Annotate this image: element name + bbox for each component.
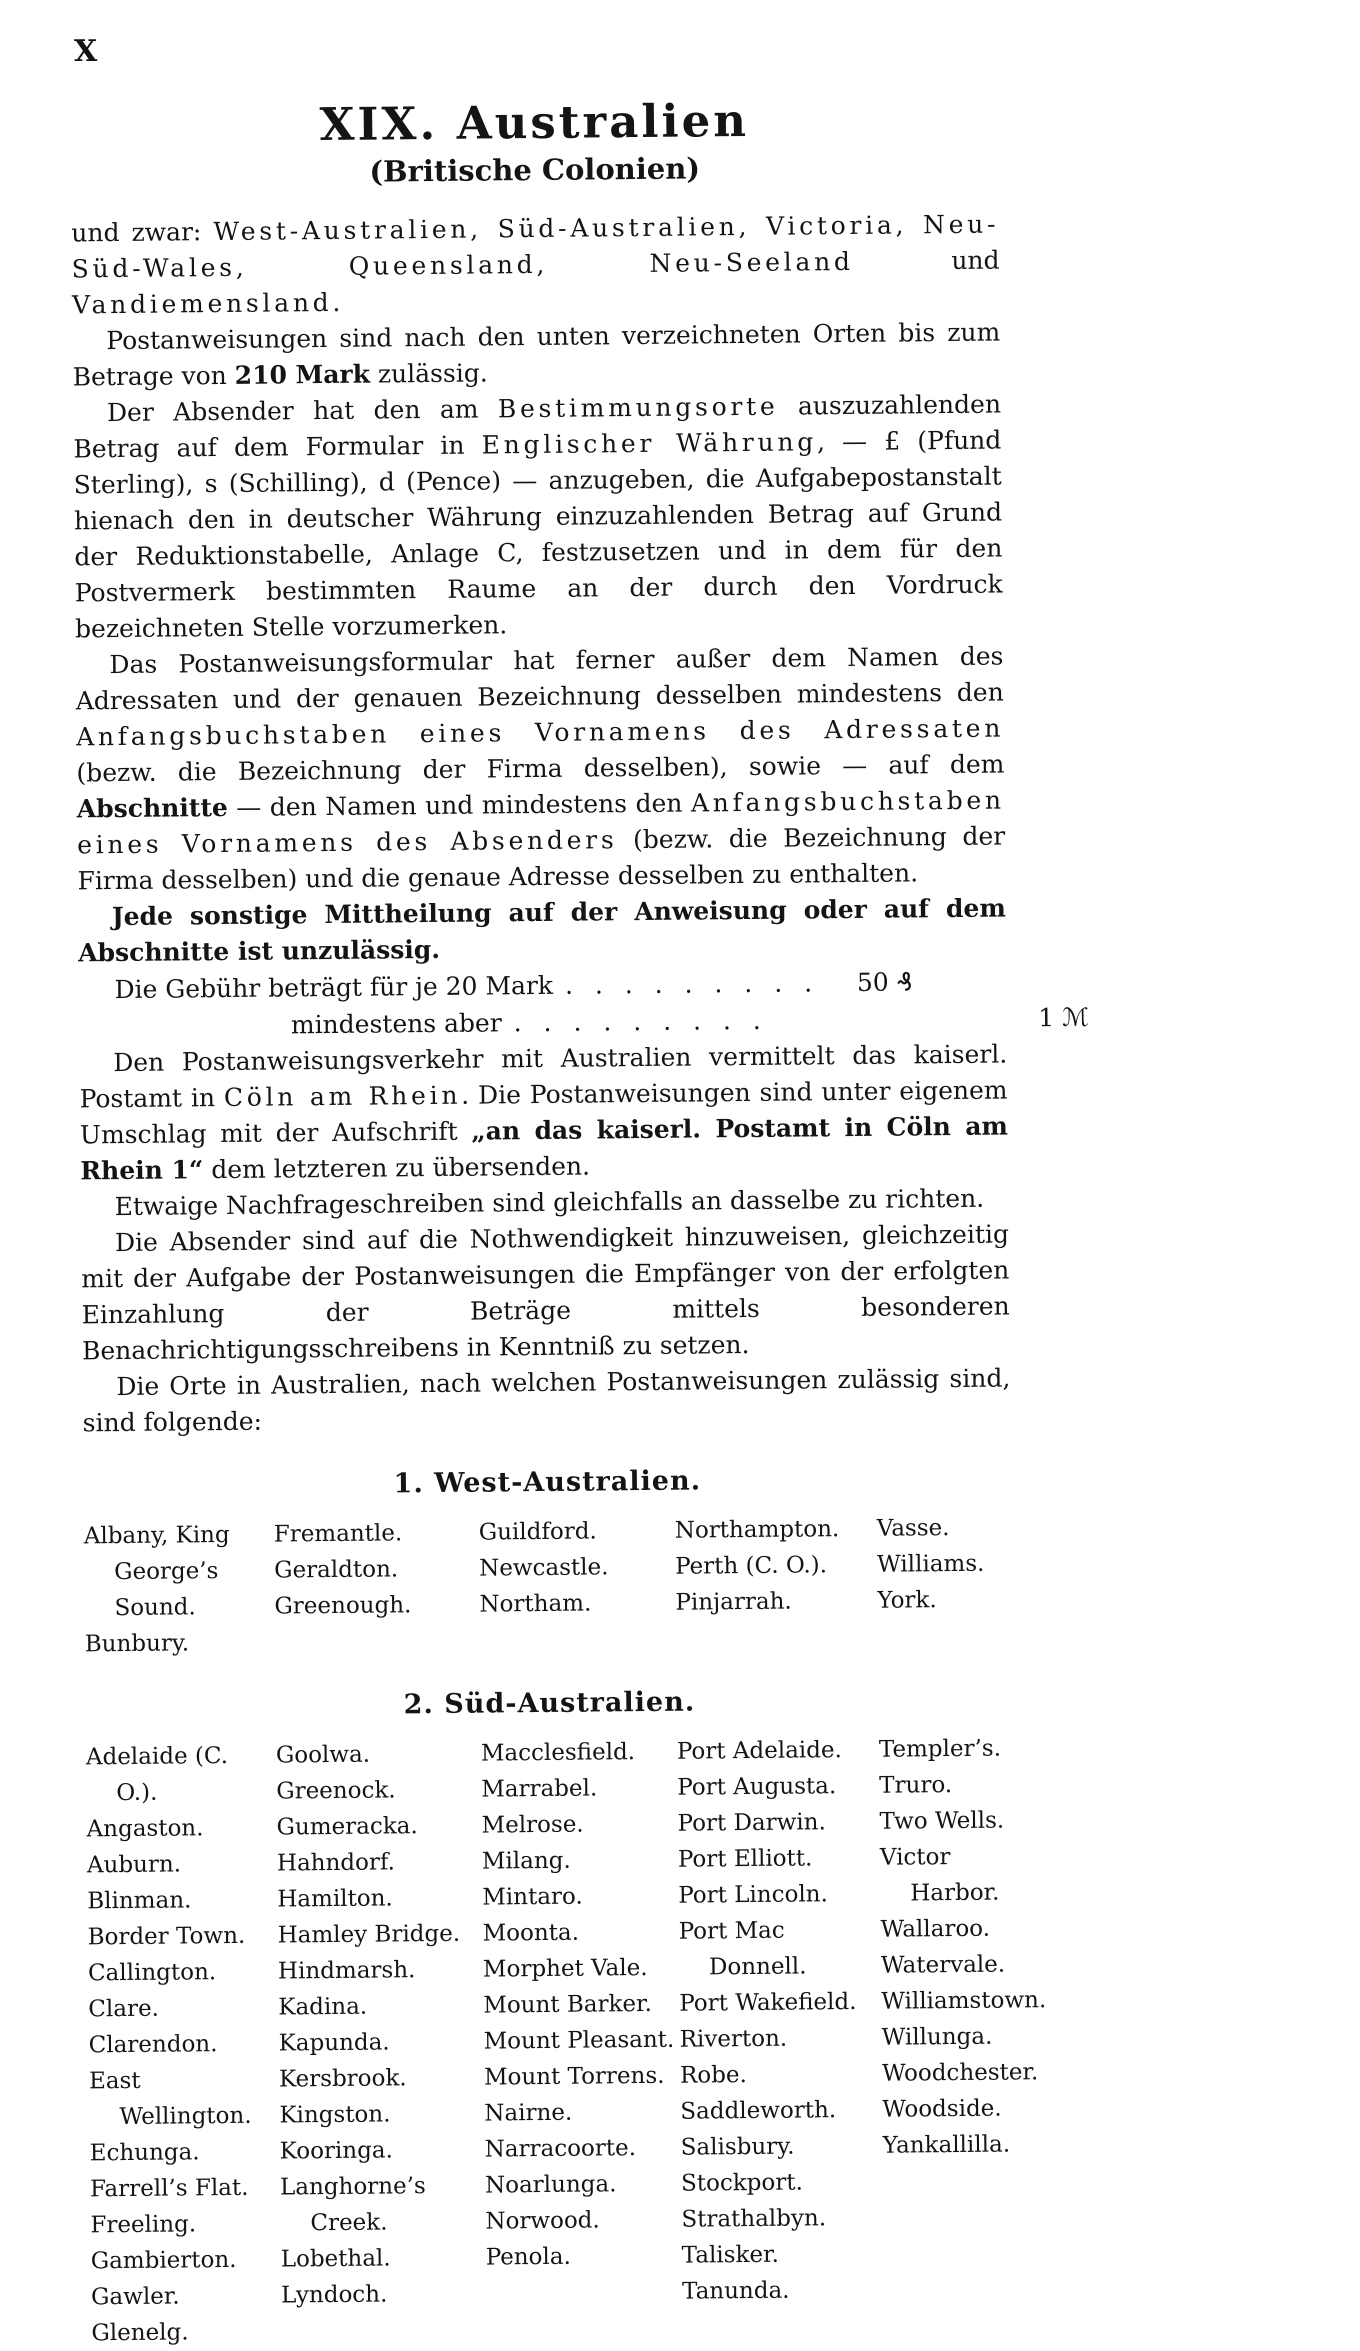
place-column-3	[481, 1734, 683, 2348]
text-segment: — den Namen und mindestens den	[227, 788, 692, 822]
paragraph-sender-currency	[73, 387, 1003, 648]
text-segment: West-Australien, Süd-Australien, Victoria, Neu-Süd-Wales, Queensland, Neu-Seeland	[71, 209, 1000, 284]
place-item: Gambierton.	[90, 2246, 237, 2275]
place-column-2	[274, 1515, 480, 1661]
place-item: Auburn.	[86, 1851, 182, 1879]
place-item: Perth (C. O.).	[674, 1552, 828, 1580]
text-segment: „an das kaiserl. Postamt in Cöln am Rhein 1“	[80, 1111, 1009, 1186]
place-item: York.	[877, 1587, 937, 1614]
text-segment: (bezw. die Bezeichnung der Firma desselben) und die genaue Adresse desselben zu enthalten.	[77, 821, 1006, 896]
paragraph-places-intro	[82, 1360, 1011, 1441]
text-segment: zulässig.	[369, 358, 488, 389]
place-item: Two Wells.	[879, 1807, 1005, 1835]
place-item: Lobethal.	[280, 2245, 391, 2273]
place-item: Northam.	[479, 1590, 592, 1618]
place-item: Guildford.	[478, 1518, 597, 1546]
place-item: Marrabel.	[481, 1775, 598, 1803]
place-item: Narracoorte.	[484, 2135, 637, 2163]
place-item: Goolwa.	[275, 1741, 371, 1769]
place-item: Farrell’s Flat.	[89, 2174, 249, 2203]
text-segment: dem letzteren zu übersenden.	[203, 1151, 591, 1185]
place-item: Morphet Vale.	[482, 1954, 648, 1983]
text-segment: (bezw. die Bezeichnung der Firma desselben), sowie — auf dem	[76, 749, 1005, 788]
page-subtitle: (Britische Colonien)	[369, 151, 701, 189]
place-item: Port Augusta.	[677, 1773, 837, 1801]
place-item: Noarlunga.	[484, 2171, 617, 2199]
place-item: Moonta.	[482, 1919, 580, 1947]
place-item: Gawler.	[90, 2283, 180, 2311]
text-segment: Anfangsbuchstaben eines Vornamens des Absenders	[77, 785, 1005, 860]
place-item: Glenelg.	[91, 2319, 189, 2347]
text-segment: und	[853, 245, 1000, 276]
place-item: Border Town.	[87, 1922, 246, 1951]
place-item: Gumeracka.	[276, 1813, 418, 1841]
section-west-australien	[83, 1462, 1013, 1662]
place-item: Geraldton.	[274, 1556, 399, 1584]
text-segment: Den Postanweisungsverkehr mit Australien vermittelt das kaiserl. Postamt in	[79, 1039, 1008, 1114]
place-item: Melrose.	[481, 1811, 584, 1839]
place-item: Talisker.	[681, 2241, 779, 2269]
place-item: Lyndoch.	[280, 2281, 388, 2309]
place-item: Fremantle.	[273, 1520, 403, 1548]
place-item: Yankallilla.	[882, 2131, 1011, 2159]
fee-label: mindestens aber	[290, 1008, 502, 1040]
text-segment: Anfangsbuchstaben eines Vornamens des Adressaten	[75, 713, 1005, 752]
place-item: Port Lincoln.	[678, 1881, 828, 1909]
place-item: Port Adelaide.	[676, 1737, 842, 1765]
paragraph-no-other-messages	[78, 891, 1007, 972]
paragraph-amount-limit	[72, 315, 1001, 396]
place-item: Angaston.	[86, 1815, 204, 1843]
place-column-1	[84, 1517, 275, 1663]
place-item: Strathalbyn.	[681, 2205, 827, 2233]
place-column-5	[879, 1730, 1050, 2344]
place-item: Victor Harbor.	[879, 1844, 1000, 1907]
place-item: Mintaro.	[482, 1883, 583, 1911]
place-item: Williams.	[876, 1550, 985, 1578]
place-item: Kadina.	[278, 1993, 368, 2021]
text-segment: Die Absender sind auf die Nothwendigkeit hinzuweisen, gleichzeitig mit der Aufgabe der Postanweisungen die Empfänger von der erfolgten Einzahlung der Beträge mittels besonderen Benachrichtigungsschreibens in Kenntniß zu setzen.	[81, 1219, 1010, 1366]
fee-dots-leader: . . . . . . . . .	[513, 1005, 768, 1038]
section-heading-west-australien: 1. West-Australien.	[393, 1465, 702, 1500]
page-title: XIX. Australien	[319, 93, 750, 152]
place-item: Port Mac Donnell.	[678, 1917, 807, 1981]
place-column-1	[86, 1738, 282, 2351]
place-item: Robe.	[679, 2062, 747, 2089]
text-segment: , — £ (Pfund Sterling), s (Schilling), d (Pence) — anzugeben, die Aufgabepostanstalt hienach den in deutscher Währung einzuzahlenden Betrag auf Grund der Reduktionstabelle, Anlage C, festzusetzen und in dem für den Postvermerk bestimmten Raume an der durch den Vordruck bezeichneten Stelle vorzumerken.	[73, 425, 1003, 644]
paragraph-intro	[71, 207, 1000, 324]
fee-label: Die Gebühr beträgt für je 20 Mark	[114, 970, 554, 1005]
text-segment: und zwar:	[71, 217, 214, 248]
place-column-2	[276, 1736, 487, 2350]
place-item: Truro.	[879, 1772, 953, 1799]
place-item: Bunbury.	[84, 1630, 190, 1658]
place-item: Norwood.	[485, 2207, 600, 2235]
place-item: Port Elliott.	[677, 1845, 813, 1873]
place-item: Nairne.	[484, 2099, 573, 2127]
paragraph-form-requirements	[75, 639, 1005, 900]
paragraph-cologne-office	[79, 1037, 1008, 1190]
place-item: Kapunda.	[278, 2029, 390, 2057]
place-item: Mount Pleasant.	[483, 2026, 675, 2055]
text-segment: Englischer Währung	[481, 427, 818, 460]
place-item: Macclesfield.	[480, 1739, 636, 1767]
place-item: Woodside.	[882, 2095, 1002, 2123]
place-item: Port Darwin.	[677, 1809, 826, 1837]
text-segment: Cöln am Rhein	[223, 1080, 462, 1113]
place-item: Wallaroo.	[880, 1915, 991, 1943]
place-item: Clare.	[88, 1995, 160, 2023]
place-item: Kooringa.	[279, 2137, 394, 2165]
place-item: Hindmarsh.	[277, 1957, 416, 1985]
fee-dots-leader: . . . . . . . . .	[564, 968, 820, 1000]
place-columns	[85, 1730, 1047, 2351]
text-segment: Der Absender hat den am	[106, 394, 499, 428]
place-item: Mount Torrens.	[483, 2062, 665, 2091]
place-item: Hamilton.	[277, 1885, 393, 1913]
text-segment: Jede sonstige Mittheilung auf der Anweisung oder auf dem Abschnitte ist unzulässig.	[78, 893, 1006, 968]
place-item: Hamley Bridge.	[277, 1920, 461, 1949]
text-segment: Abschnitte	[76, 792, 228, 824]
place-item: Penola.	[485, 2243, 571, 2271]
text-segment: Postanweisungen sind nach den unten verzeichneten Orten bis zum Betrage von	[72, 317, 1001, 392]
place-item: Saddleworth.	[680, 2097, 837, 2125]
place-item: Williamstown.	[881, 1987, 1047, 2015]
place-item: Kingston.	[279, 2101, 391, 2129]
place-item: Northampton.	[674, 1516, 840, 1544]
place-column-4	[677, 1732, 885, 2346]
text-segment: . Die Postanweisungen sind unter eigenem Umschlag mit der Aufschrift	[79, 1075, 1008, 1150]
place-item: Clarendon.	[88, 2031, 218, 2059]
place-item: Willunga.	[881, 2023, 993, 2051]
section-heading-sued-australien: 2. Süd-Australien.	[403, 1686, 696, 1721]
place-item: Greenock.	[276, 1777, 396, 1805]
place-item: Newcastle.	[479, 1554, 609, 1582]
fee-value: 1 ℳ	[1038, 1002, 1090, 1033]
section-sued-australien	[85, 1683, 1047, 2351]
place-column-4	[675, 1511, 878, 1657]
page-number: X	[74, 34, 98, 69]
fee-value: 50 ₰	[856, 967, 913, 997]
place-item: Salisbury.	[680, 2133, 795, 2161]
place-column-5	[877, 1509, 1013, 1654]
text-segment: auszuzahlenden Betrag auf dem Formular in	[73, 389, 1002, 464]
place-item: Hahndorf.	[276, 1849, 396, 1877]
text-segment: Vandiemensland	[71, 287, 333, 320]
place-item: Mount Barker.	[483, 1990, 652, 2019]
place-item: Echunga.	[89, 2139, 200, 2167]
place-item: Freeling.	[90, 2211, 197, 2239]
place-item: Kersbrook.	[278, 2065, 407, 2093]
place-item: Woodchester.	[881, 2059, 1039, 2087]
place-item: Callington.	[87, 1959, 217, 1987]
text-segment: Die Orte in Australien, nach welchen Postanweisungen zulässig sind, sind folgende:	[82, 1363, 1011, 1438]
place-item: Vasse.	[876, 1515, 950, 1542]
place-item: East Wellington.	[88, 2067, 252, 2131]
place-item: Greenough.	[274, 1592, 412, 1620]
text-segment: 210 Mark	[234, 359, 371, 390]
place-column-3	[479, 1513, 676, 1659]
place-item: Watervale.	[880, 1951, 1006, 1979]
place-item: Albany, King George’s Sound.	[83, 1521, 230, 1622]
text-segment: Etwaige Nachfrageschreiben sind gleichfalls an dasselbe zu richten.	[114, 1183, 985, 1222]
place-item: Riverton.	[679, 2025, 788, 2053]
text-segment: .	[332, 287, 341, 317]
paragraph-notify-recipients	[81, 1216, 1010, 1369]
place-item: Port Wakefield.	[679, 1988, 857, 2017]
place-item: Adelaide (C. O.).	[85, 1743, 229, 1807]
place-item: Stockport.	[680, 2169, 803, 2197]
page-content	[70, 92, 1090, 2351]
text-segment: Bestimmungsorte	[497, 391, 779, 424]
text-segment: Das Postanweisungsformular hat ferner außer dem Namen des Adressaten und der genauen Bezeichnung desselben mindestens den	[75, 641, 1004, 716]
place-item: Milang.	[481, 1847, 571, 1875]
place-item: Blinman.	[87, 1887, 192, 1915]
place-item: Tanunda.	[681, 2277, 790, 2305]
place-item: Langhorne’s Creek.	[279, 2173, 426, 2237]
place-item: Templer’s.	[878, 1735, 1002, 1763]
place-item: Pinjarrah.	[675, 1588, 792, 1616]
place-columns	[84, 1509, 1013, 1662]
